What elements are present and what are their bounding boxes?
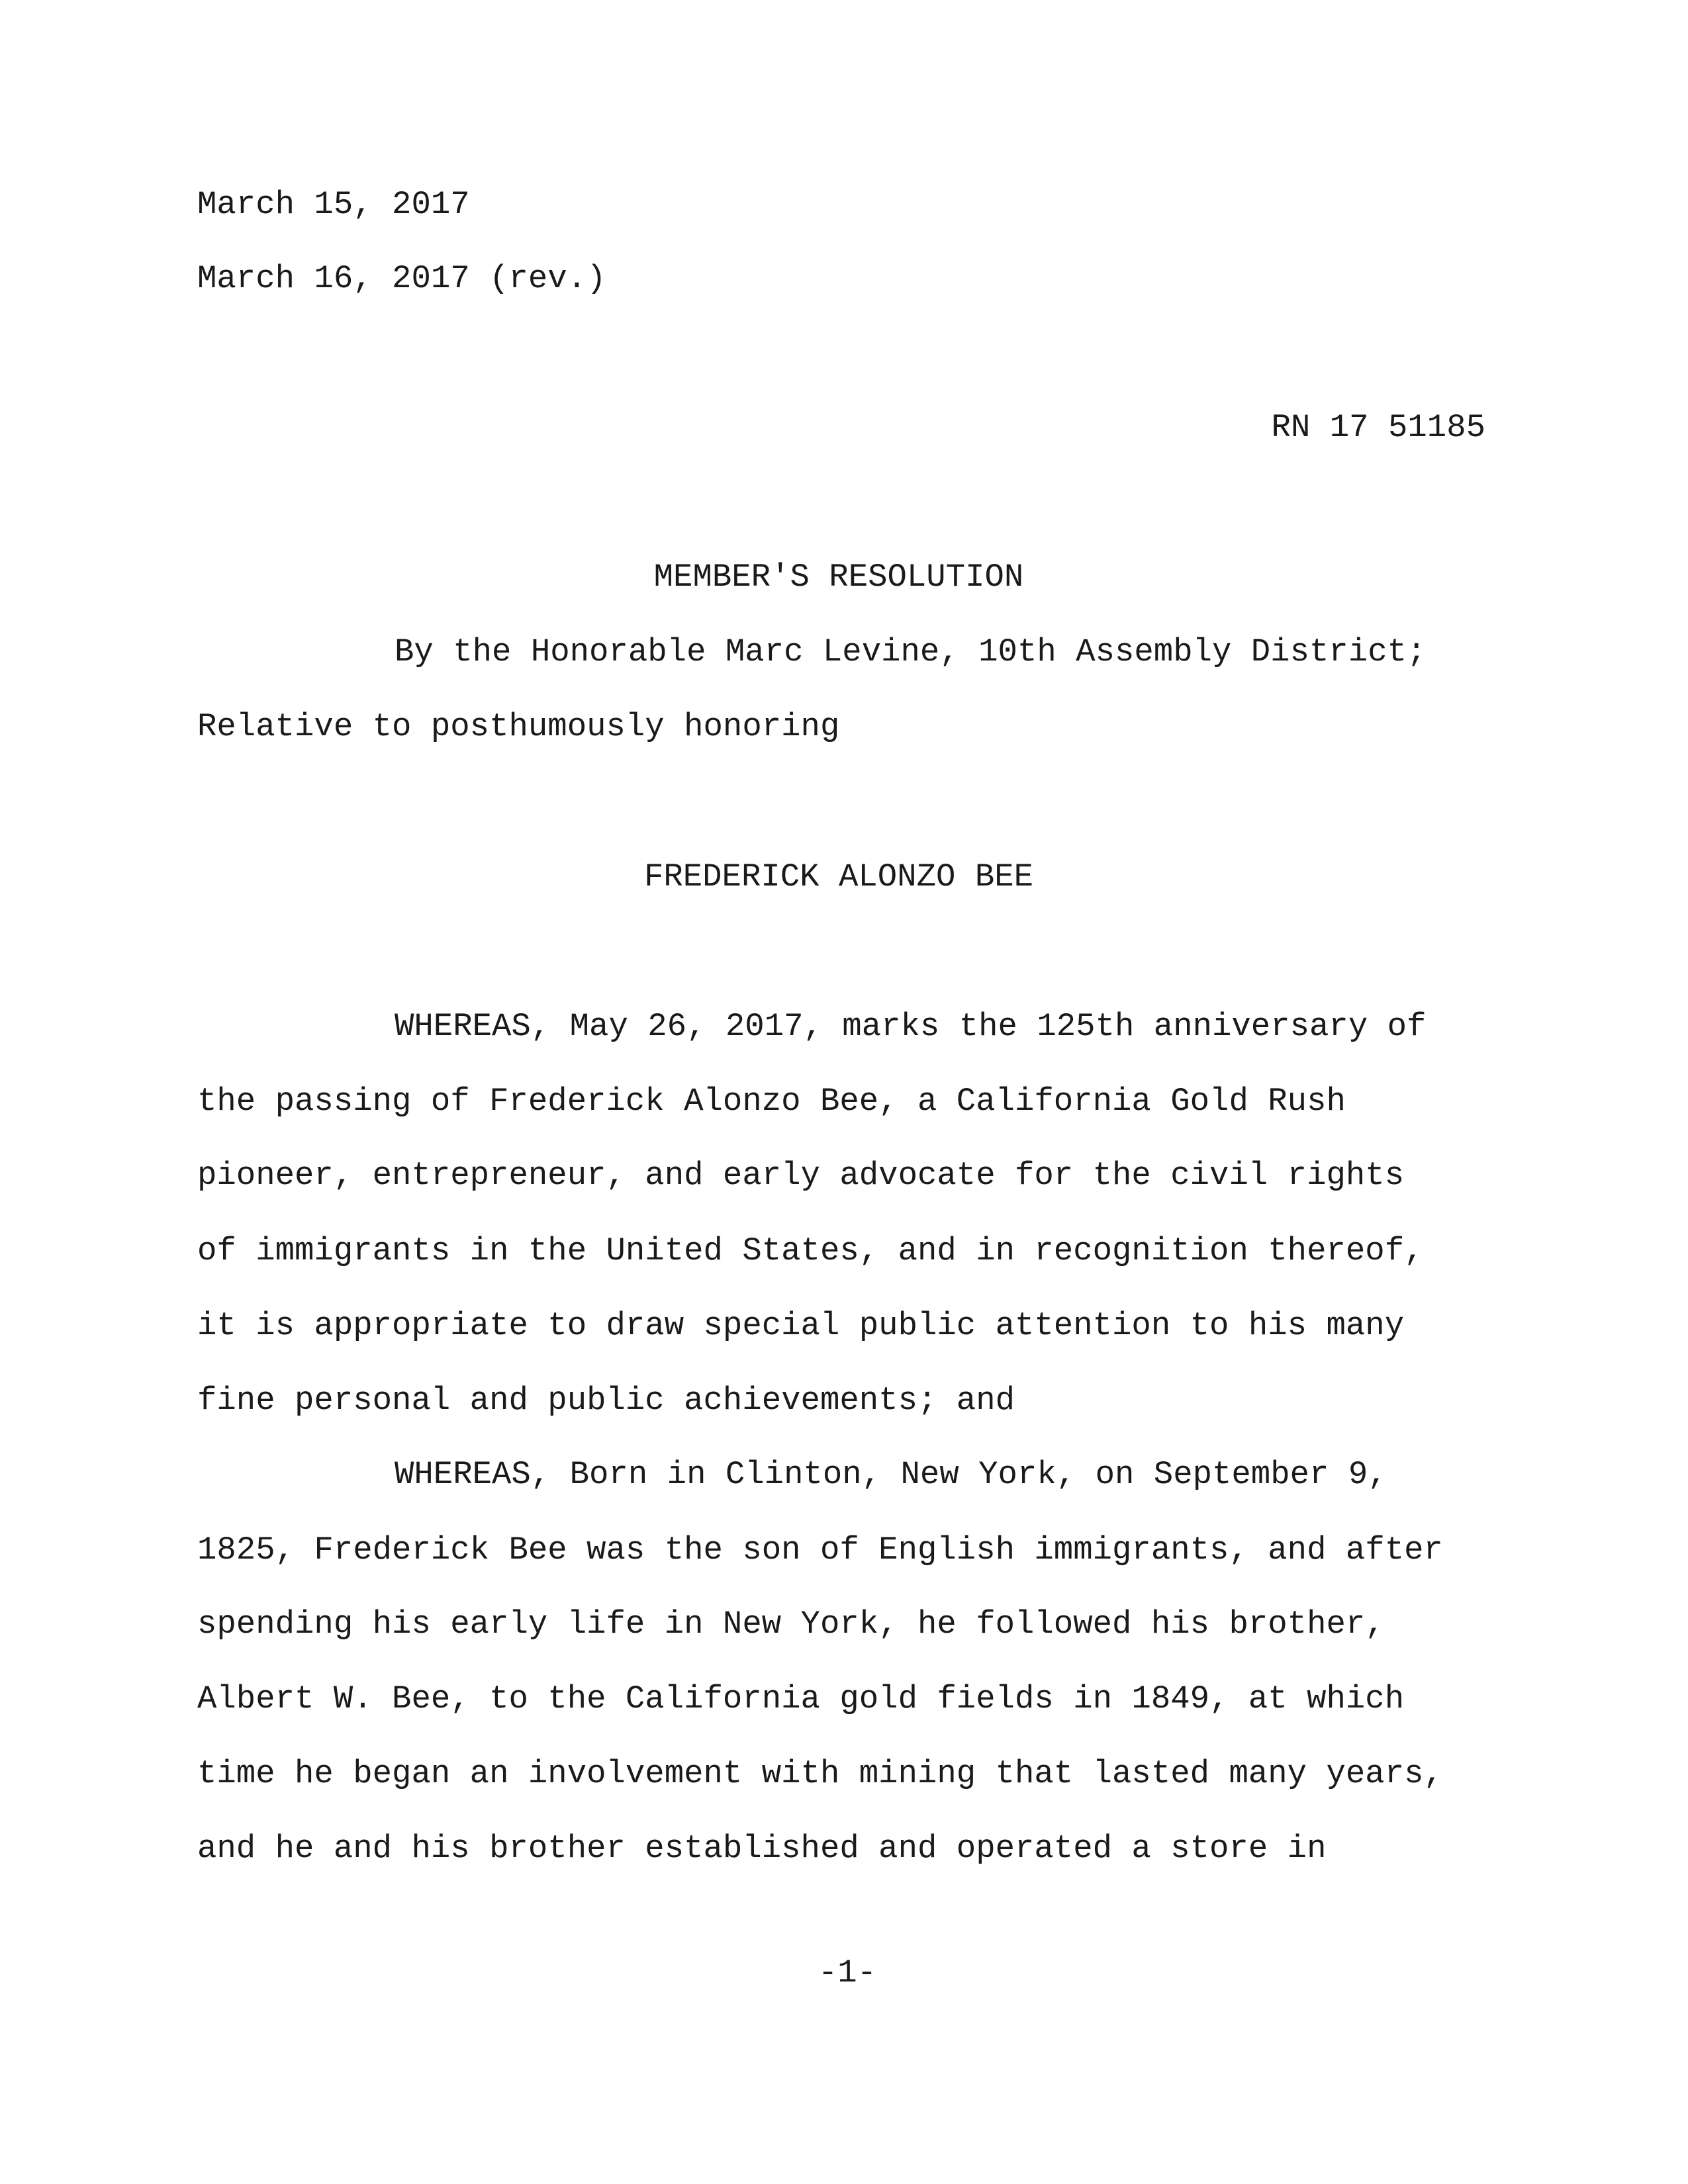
body-line: the passing of Frederick Alonzo Bee, a California Gold Rush [197, 1083, 1346, 1120]
body-line: pioneer, entrepreneur, and early advocate for the civil rights [197, 1157, 1405, 1194]
body-line: 1825, Frederick Bee was the son of English immigrants, and after [197, 1531, 1443, 1569]
body-line: it is appropriate to draw special public attention to his many [197, 1307, 1405, 1344]
original-date: March 15, 2017 [197, 186, 470, 223]
page-number: -1- [818, 1954, 877, 1991]
body-line: of immigrants in the United States, and in recognition thereof, [197, 1232, 1424, 1269]
revised-date: March 16, 2017 (rev.) [197, 260, 606, 297]
body-line: spending his early life in New York, he followed his brother, [197, 1606, 1385, 1643]
body-line: WHEREAS, May 26, 2017, marks the 125th anniversary of [395, 1008, 1427, 1045]
reference-number: RN 17 51185 [1271, 409, 1485, 446]
body-line: fine personal and public achievements; and [197, 1382, 1015, 1419]
body-line: WHEREAS, Born in Clinton, New York, on September 9, [395, 1456, 1387, 1493]
resolution-heading: MEMBER'S RESOLUTION [653, 559, 1024, 596]
body-line: Albert W. Bee, to the California gold fields in 1849, at which [197, 1680, 1405, 1717]
body-line: time he began an involvement with mining that lasted many years, [197, 1755, 1443, 1792]
author-line: By the Honorable Marc Levine, 10th Assembly District; [395, 633, 1427, 670]
body-line: and he and his brother established and operated a store in [197, 1830, 1327, 1867]
relative-line: Relative to posthumously honoring [197, 708, 840, 745]
honoree-name: FREDERICK ALONZO BEE [643, 858, 1034, 895]
